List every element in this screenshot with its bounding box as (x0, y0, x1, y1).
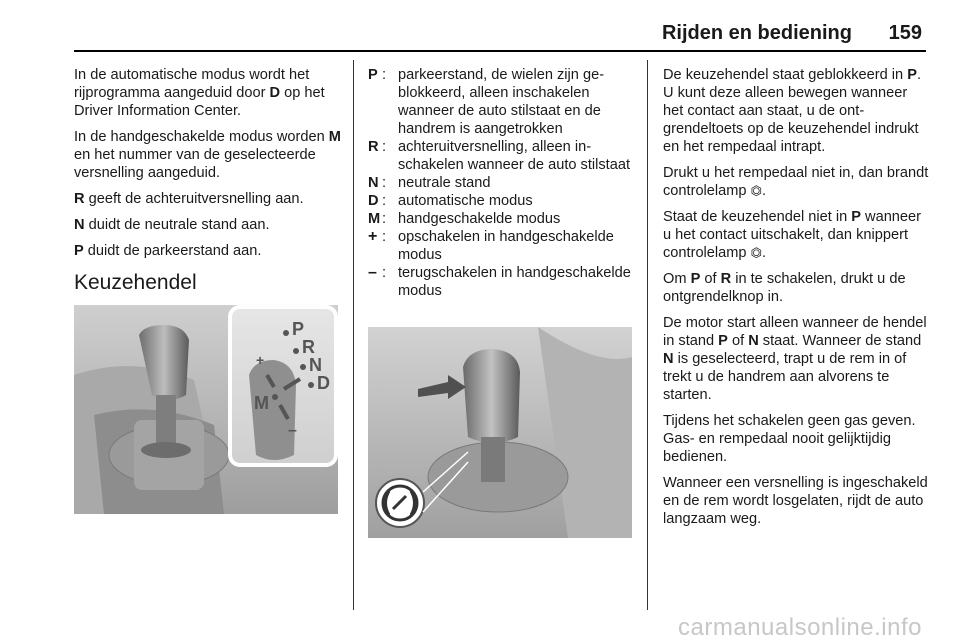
paragraph-automatic-mode: In de automatische modus wordt het rijprogramma aangeduid door D op het Driver Information Center. (74, 67, 325, 119)
unlock-button-illustration (368, 327, 632, 538)
label-n: N (309, 355, 322, 375)
label-minus: – (288, 422, 297, 439)
legend-item-d: D : automatische modus (368, 193, 533, 209)
page-number: 159 (888, 22, 922, 44)
column-1 (74, 66, 342, 292)
gear-lever-illustration (74, 305, 338, 514)
legend-item-plus: + : opschakelen in handgeschakelde modus (368, 228, 614, 263)
header-rule (74, 50, 926, 52)
gear-lever-figure (74, 305, 338, 514)
paragraph-brake-lamp: Drukt u het rempedaal niet in, dan brandt controlelamp ⏣. (663, 165, 929, 199)
brake-warning-icon: ⏣ (750, 245, 762, 260)
legend-item-r: R : achteruitversnelling, alleen inschakelen wanneer de auto stilstaat (368, 139, 631, 173)
label-d: D (317, 373, 330, 393)
label-r: R (302, 337, 315, 357)
paragraph-locked-in-p: De keuzehendel staat geblokkeerd in P. U kunt deze alleen bewegen wanneer het contact aan staat, u de ontgrendeltoets op de keuzehendel indrukt en het rempedaal intrapt. (663, 67, 921, 155)
paragraph-neutral: N duidt de neutrale stand aan. (74, 217, 270, 233)
paragraph-lamp-flashes: Staat de keuzehendel niet in P wanneer u het contact uitschakelt, dan knippert controlelamp ⏣. (663, 209, 922, 261)
paragraph-park: P duidt de parkeerstand aan. (74, 243, 262, 259)
column-divider-2 (647, 60, 648, 610)
section-heading-keuzehendel: Keuzehendel (74, 271, 197, 294)
column-2 (368, 66, 636, 300)
watermark: carmanualsonline.info (678, 614, 922, 641)
paragraph-no-gas-while-shifting: Tijdens het schakelen geen gas geven. Gas- en rempedaal nooit gelijktijdig bedienen. (663, 413, 916, 465)
paragraph-creep: Wanneer een versnelling is ingeschakeld en de rem wordt losgelaten, rijdt de auto langzaam weg. (663, 475, 928, 527)
brake-warning-icon: ⏣ (750, 183, 762, 198)
paragraph-unlock-button: Om P of R in te schakelen, drukt u de ontgrendelknop in. (663, 271, 906, 305)
legend-item-minus: – : terugschakelen in handgeschakelde modus (368, 264, 631, 299)
legend-item-p: P : parkeerstand, de wielen zijn geblokkeerd, alleen inschakelen wanneer de auto stilstaat en de handrem is aangetrokken (368, 67, 605, 137)
legend-item-m: M : handgeschakelde modus (368, 211, 561, 227)
paragraph-manual-mode: In de handgeschakelde modus worden M en het nummer van de geselecteerde versnelling aangeduid. (74, 129, 341, 181)
legend-item-n: N : neutrale stand (368, 175, 491, 191)
label-p: P (292, 319, 305, 339)
paragraph-reverse: R geeft de achteruitversnelling aan. (74, 191, 304, 207)
label-plus: + (256, 352, 265, 368)
unlock-button-figure (368, 327, 632, 538)
label-m: M (254, 393, 269, 413)
paragraph-engine-start: De motor start alleen wanneer de hendel in stand P of N staat. Wanneer de stand N is geselecteerd, trapt u de rem in of trekt u de handrem aan alvorens te starten. (663, 315, 927, 403)
column-divider-1 (353, 60, 354, 610)
column-3 (663, 66, 929, 536)
page-header-title: Rijden en bediening (661, 22, 852, 44)
